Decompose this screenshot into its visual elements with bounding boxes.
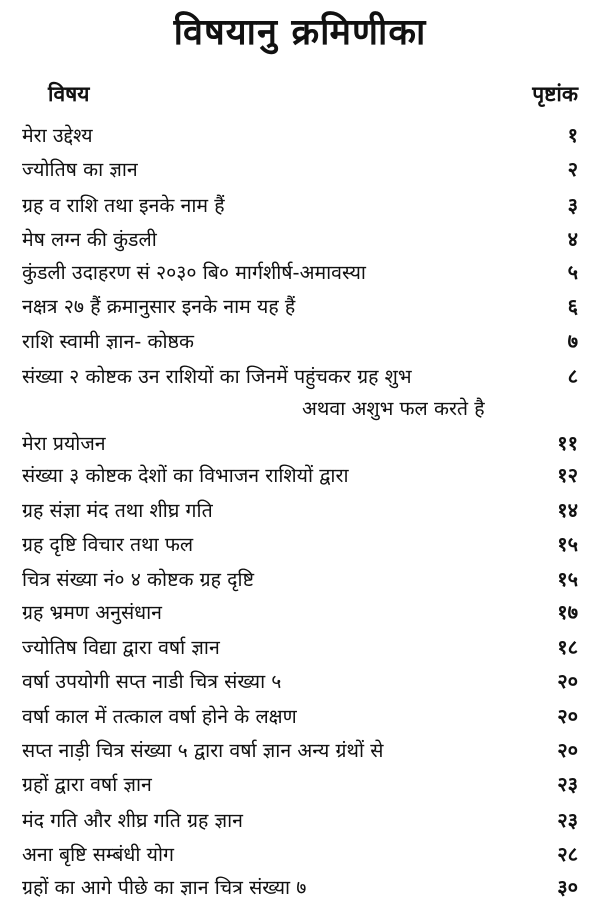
toc-entry-title: मेरा उद्देश्य	[22, 124, 93, 147]
toc-entry-title: राशि स्वामी ज्ञान- कोष्ठक	[22, 330, 195, 353]
toc-entry-page: ३	[567, 193, 578, 217]
toc-entry-page: २०	[557, 669, 578, 693]
toc-entry-page: १५	[557, 532, 578, 556]
toc-entry-title: ग्रह भ्रमण अनुसंधान	[22, 601, 162, 624]
toc-entry-title: संख्या ३ कोष्टक देशों का विभाजन राशियों द्वारा	[22, 464, 349, 487]
toc-entry-title: ग्रह संज्ञा मंद तथा शीघ्र गति	[22, 499, 213, 522]
toc-entry-page: ४	[567, 227, 578, 251]
toc-entry-title: नक्षत्र २७ हैं क्रमानुसार इनके नाम यह हैं	[22, 295, 296, 318]
toc-entry-page: ६	[567, 294, 578, 318]
toc-entry-title: वर्षा उपयोगी सप्त नाडी चित्र संख्या ५	[22, 670, 282, 693]
toc-entry-title: ग्रहों का आगे पीछे का ज्ञान चित्र संख्या ७	[22, 876, 307, 899]
toc-entry-title: ग्रहों द्वारा वर्षा ज्ञान	[22, 773, 152, 796]
toc-entry-title: मेष लग्न की कुंडली	[22, 228, 157, 251]
toc-entry-page: २०	[557, 738, 578, 762]
toc-entry-title: अना बृष्टि सम्बंधी योग	[22, 843, 174, 866]
toc-entry-page: ११	[557, 431, 578, 455]
toc-entry-title: मंद गति और शीघ्र गति ग्रह ज्ञान	[22, 809, 243, 832]
subject-column-header: विषय	[48, 82, 90, 106]
toc-entry-page: २८	[557, 842, 578, 866]
toc-entry-page: २३	[557, 808, 578, 832]
toc-entry-page: २३	[557, 772, 578, 796]
toc-entry-page: १४	[557, 498, 578, 522]
toc-entry-title: संख्या २ कोष्टक उन राशियों का जिनमें पहुंचकर ग्रह शुभ	[22, 365, 412, 388]
toc-entry-title: ज्योतिष का ज्ञान	[22, 158, 138, 181]
toc-entry-title: मेरा प्रयोजन	[22, 432, 106, 455]
page-column-header: पृष्टांक	[532, 82, 578, 106]
toc-entry-page: १	[567, 123, 578, 147]
toc-entry-page: ३०	[557, 875, 578, 899]
toc-entry-page: ८	[567, 364, 578, 388]
toc-entry-page: १५	[557, 567, 578, 591]
toc-entry-title: ग्रह दृष्टि विचार तथा फल	[22, 533, 194, 556]
toc-entry-page: १२	[557, 463, 578, 487]
toc-entry-title-continued: अथवा अशुभ फल करते है	[302, 397, 485, 420]
toc-entry-title: वर्षा काल में तत्काल वर्षा होने के लक्षण	[22, 705, 297, 728]
toc-entry-page: ५	[567, 260, 578, 284]
toc-entry-page: २०	[557, 704, 578, 728]
toc-entry-page: १७	[557, 600, 578, 624]
toc-entry-title: सप्त नाड़ी चित्र संख्या ५ द्वारा वर्षा ज्ञान अन्य ग्रंथों से	[22, 739, 384, 762]
toc-entry-page: ७	[567, 329, 578, 353]
page-title: विषयानु क्रमिणीका	[173, 12, 427, 53]
toc-entry-title: ग्रह व राशि तथा इनके नाम हैं	[22, 194, 225, 217]
toc-entry-page: २	[567, 157, 578, 181]
toc-entry-title: कुंडली उदाहरण सं २०३० बि० मार्गशीर्ष-अमावस्या	[22, 261, 366, 284]
toc-entry-page: १८	[557, 635, 578, 659]
toc-entry-title: ज्योतिष विद्या द्वारा वर्षा ज्ञान	[22, 636, 220, 659]
toc-entry-title: चित्र संख्या नं० ४ कोष्टक ग्रह दृष्टि	[22, 568, 254, 591]
